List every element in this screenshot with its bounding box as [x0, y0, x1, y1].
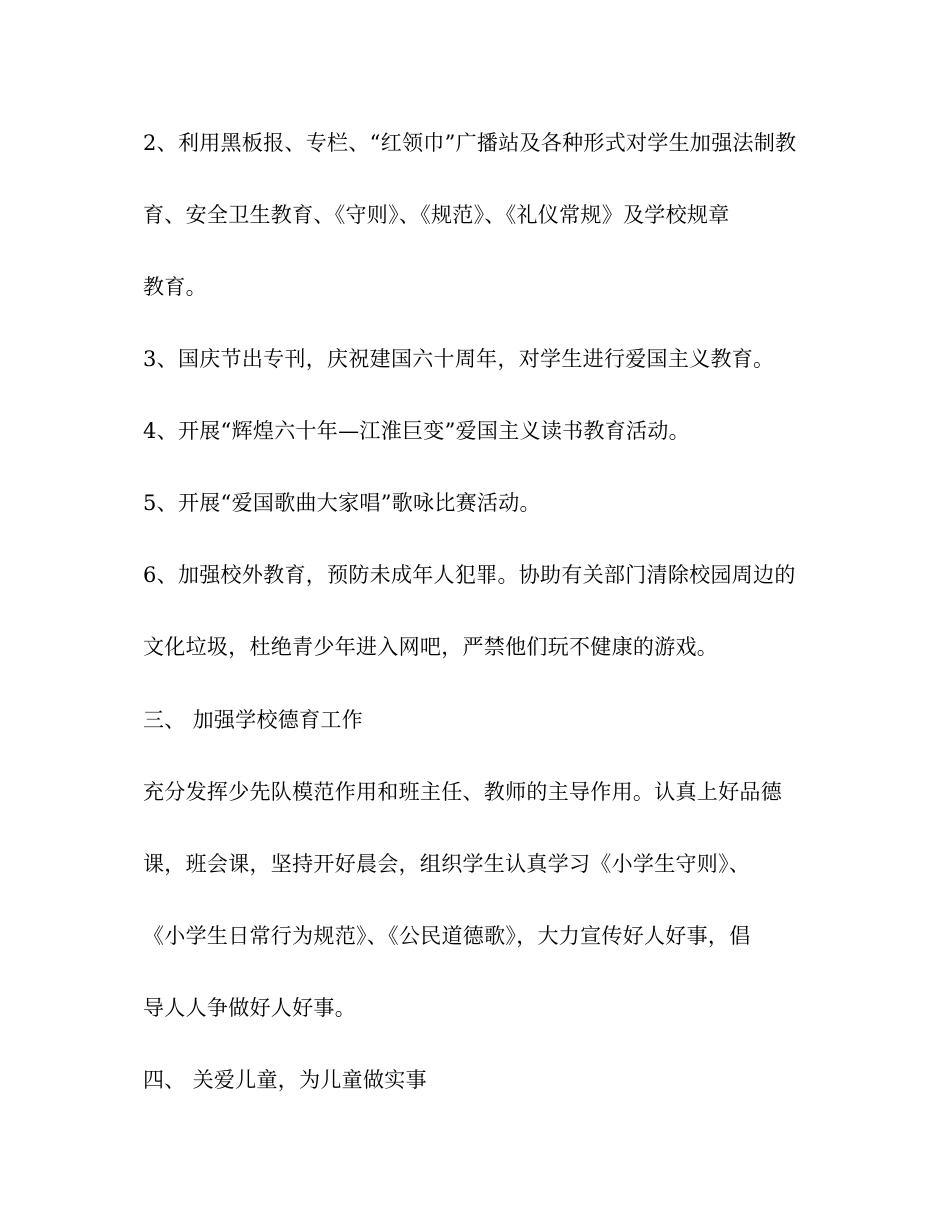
text-line: 2、利用黑板报、专栏、“红领巾”广播站及各种形式对学生加强法制教	[143, 131, 797, 155]
text-line: 《小学生日常行为规范》、《公民道德歌》，大力宣传好人好事，倡	[143, 924, 751, 948]
text-line: 3、国庆节出专刊，庆祝建国六十周年，对学生进行爱国主义教育。	[143, 347, 775, 371]
text-line: 课，班会课，坚持开好晨会，组织学生认真学习《小学生守则》、	[143, 852, 751, 876]
text-line: 导人人争做好人好事。	[143, 996, 356, 1020]
section-heading: 四、 关爱儿童，为儿童做实事	[143, 1068, 427, 1092]
text-line: 育、安全卫生教育、《守则》、《规范》、《礼仪常规》及学校规章	[143, 203, 730, 227]
text-line: 文化垃圾，杜绝青少年进入网吧，严禁他们玩不健康的游戏。	[143, 635, 719, 659]
section-heading: 三、 加强学校德育工作	[143, 708, 363, 732]
text-line: 5、开展“爱国歌曲大家唱”歌咏比赛活动。	[143, 491, 541, 515]
text-line: 充分发挥少先队模范作用和班主任、教师的主导作用。认真上好品德	[143, 780, 782, 804]
text-line: 4、开展“辉煌六十年—江淮巨变”爱国主义读书教育活动。	[143, 419, 690, 443]
text-line: 6、加强校外教育，预防未成年人犯罪。协助有关部门清除校园周边的	[143, 563, 796, 587]
text-line: 教育。	[143, 275, 207, 299]
